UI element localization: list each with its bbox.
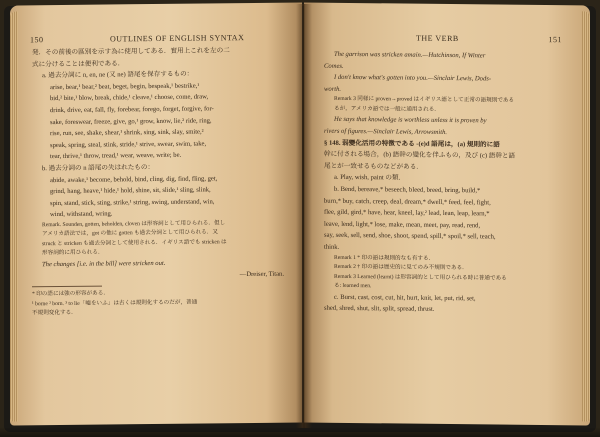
text-line: Comes.: [324, 62, 344, 70]
text-line: 発．その前後の區別を示す為に使用してある．實用上これを左の二: [32, 47, 230, 57]
text-line: る: learned men.: [334, 282, 372, 290]
text-line: Remark 3 Learned (learnt) は形容詞的として用ひられる時に普通である: [334, 273, 507, 282]
text-line: ¹ borne ² born. ³ to lie「嘘をいふ」は古くは規則化するのだが，普通: [32, 299, 198, 307]
text-line: るが，アメリカ語では一般に通用される．: [334, 105, 440, 113]
text-line: flee, gild, gird,* have, hear, kneel, lay,² lead, lean, leap, learn,*: [324, 208, 490, 218]
right-running-title: THE VERB: [416, 33, 459, 44]
text-line: spin, stand, stick, sting, strike,¹ string, swing, understand, win,: [50, 198, 215, 207]
text-line: Remark 1 * 印の語は規則的なも有する．: [334, 254, 435, 262]
text-line: Remark 3 同様に proven→proved はイギリス語として正常の語規則である: [334, 96, 515, 105]
text-line: —Dreiser, Titan.: [239, 270, 284, 278]
right-page-edges: [582, 11, 590, 421]
text-line: grind, hang, heave,¹ hide,¹ hold, shine, sit, slide,¹ sling, slink,: [50, 186, 211, 196]
text-line: wind, withstand, wring.: [50, 210, 113, 219]
left-page-number: 150: [30, 35, 44, 45]
text-line: Remark. Sounden, gotten, beholden, cloven は形容詞として用ひられる．但し: [42, 220, 226, 229]
text-line: The changes [i.e. in the bill] were stricken out.: [42, 259, 166, 269]
text-line: worth.: [324, 85, 342, 93]
text-line: say, seek, sell, send, shoe, shoot, spend, spill,* spoil,* sell, teach,: [324, 232, 496, 241]
text-line: I don't know what's gotten into you.—Sinclair Lewis, Dods-: [334, 74, 492, 83]
table-shadow: [0, 427, 600, 437]
text-line: c. Burst, cast, cost, cut, hit, hurt, knit, let, put, rid, set,: [334, 293, 476, 302]
text-line: drink, drive, eat, fall, fly, forebear, forego, forget, forgive, for-: [50, 105, 214, 115]
text-line: leave, lend, light,* lose, make, mean, meet, pay, read, rend,: [324, 220, 481, 230]
text-line: tear, thrive,¹ throw, tread,¹ wear, weave, write; be.: [50, 152, 182, 161]
text-line: a. Play, wish, paint の類.: [334, 174, 401, 182]
text-line: think.: [324, 243, 340, 251]
text-line: 形容詞的に用ひられる．: [42, 249, 104, 257]
text-line: burn,* buy, catch, creep, deal, dream,* dwell,* feed, feel, fight,: [324, 197, 491, 206]
text-line: bid,² bite,¹ blow, break, chide,¹ cleave,¹ choose, come, draw,: [50, 93, 209, 103]
text-line: アメリカ語法では，got の他に gotten も過去分詞として用ひられる．又: [42, 229, 218, 238]
text-line: Remark 2 † 印の語は歴史的に見てのみ不規則である．: [334, 263, 468, 272]
right-page-text: [324, 49, 570, 317]
right-page: [304, 3, 590, 426]
text-line: § 148. 弱變化活用の特徴である -(e)d 語尾は，(a) 規則的に語: [324, 139, 500, 149]
left-page-text: [32, 45, 290, 319]
text-line: abide, awake,¹ become, behold, bind, cling, dig, find, fling, get,: [50, 174, 218, 184]
open-book: [10, 4, 590, 432]
right-page-number: 151: [548, 35, 562, 45]
text-line: sake, foreswear, freeze, give, go,¹ grow, know, lie,² ride, ring,: [50, 116, 212, 126]
text-line: * 印の語には強の形容がある．: [32, 290, 109, 298]
text-line: [32, 286, 102, 288]
text-line: rivers of figures.—Sinclair Lewis, Arrowsmith.: [324, 127, 448, 136]
text-line: rise, run, see, shake, shear,¹ shrink, sing, sink, slay, smite,²: [50, 128, 204, 138]
text-line: 式に分けることは便利である．: [32, 59, 125, 68]
text-line: 尾とが一致せるものなどがある．: [324, 162, 423, 171]
text-line: 不規則変化する．: [32, 309, 77, 317]
left-page: [10, 2, 302, 425]
text-line: speak, spring, steal, stink, stride,¹ strive, swear, swim, take,: [50, 140, 207, 149]
text-line: The garrison was stricken amain.—Hutchinson, If Winter: [334, 50, 486, 60]
text-line: shed, shred, shut, slit, split, spread, thrust.: [324, 304, 435, 313]
text-line: arise, bear,¹ bear,² beat, beget, begin, bespeak,¹ bestrike,¹: [50, 82, 200, 91]
text-line: struck と stricken も過去分詞として使用される．イギリス語でも stricken は: [42, 239, 227, 248]
text-line: b. 過去分詞の n 語尾の失はれたもの：: [42, 163, 155, 173]
left-running-title: OUTLINES OF ENGLISH SYNTAX: [110, 33, 245, 44]
text-line: b. Bend, bereave,* beseech, bleed, breed, bring, build,*: [334, 185, 481, 195]
left-page-edges: [10, 11, 18, 421]
text-line: He says that knowledge is worthless unless it is proven by: [334, 116, 487, 125]
text-line: a. 過去分詞に n, en, ne (又 ne) 語尾を保存するもの：: [42, 70, 194, 80]
text-line: 幹に付される場合，(b) 語幹の變化を伴ふもの，及び (c) 語幹と語: [324, 150, 516, 160]
